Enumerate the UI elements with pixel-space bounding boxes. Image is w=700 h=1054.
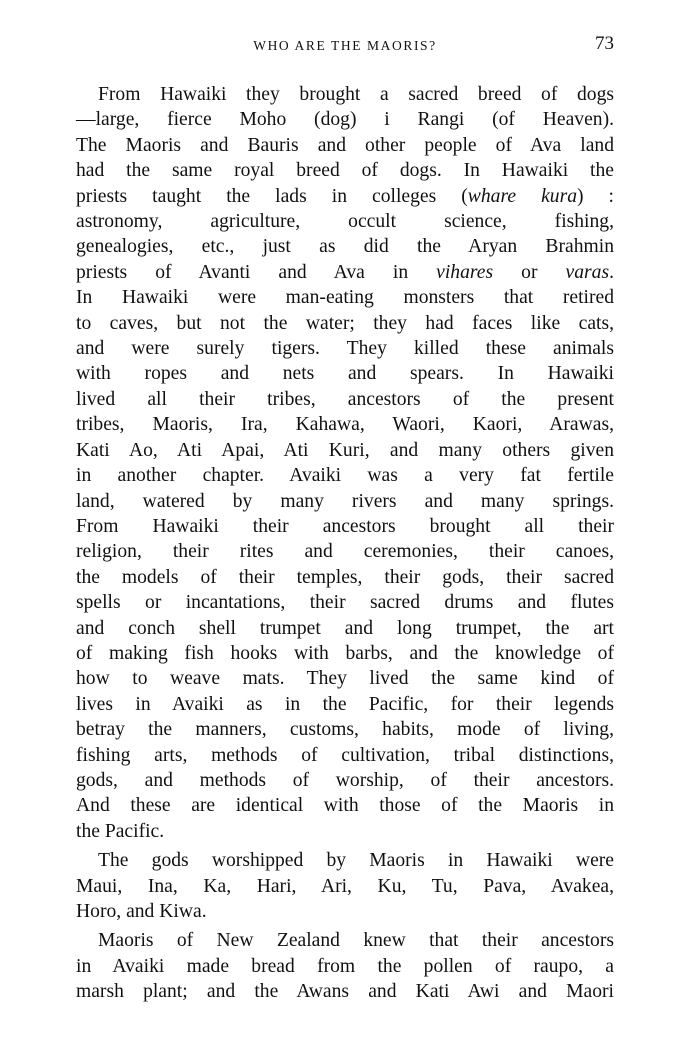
text-run: gods, and methods of worship, of their ancestors. bbox=[76, 769, 614, 791]
text-run: land, watered by many rivers and many springs. bbox=[76, 490, 614, 512]
text-line bbox=[76, 819, 614, 844]
text-line bbox=[76, 717, 614, 742]
text-run: marsh plant; and the Awans and Kati Awi and Maori bbox=[76, 981, 614, 1003]
text-run: fishing arts, methods of cultivation, tribal distinctions, bbox=[76, 744, 614, 766]
text-run: and conch shell trumpet and long trumpet, the art bbox=[76, 617, 614, 639]
text-run: how to weave mats. They lived the same kind of bbox=[76, 668, 614, 690]
text-line bbox=[76, 874, 614, 899]
text-run: and were surely tigers. They killed these animals bbox=[76, 338, 614, 360]
text-run: betray the manners, customs, habits, mode of living, bbox=[76, 719, 614, 741]
text-run: lives in Avaiki as in the Pacific, for their legends bbox=[76, 693, 614, 715]
text-run: had the same royal breed of dogs. In Hawaiki the bbox=[76, 160, 614, 182]
text-run: religion, their rites and ceremonies, their canoes, bbox=[76, 541, 614, 563]
text-run: . bbox=[609, 261, 614, 283]
text-run: genealogies, etc., just as did the Aryan Brahmin bbox=[76, 236, 614, 258]
text-line bbox=[76, 412, 614, 437]
text-line bbox=[76, 133, 614, 158]
text-run: From Hawaiki they brought a sacred breed of dogs bbox=[98, 84, 614, 105]
italic-term: whare kura bbox=[467, 185, 577, 207]
text-line bbox=[76, 361, 614, 386]
text-run: in another chapter. Avaiki was a very fat fertile bbox=[76, 465, 614, 487]
text-line bbox=[76, 641, 614, 666]
italic-term: vihares bbox=[436, 261, 494, 283]
text-line bbox=[76, 928, 614, 953]
text-run: ) : bbox=[577, 185, 614, 207]
text-line bbox=[76, 539, 614, 564]
text-line bbox=[76, 387, 614, 412]
book-page bbox=[76, 30, 614, 1005]
text-run: spells or incantations, their sacred drums and flutes bbox=[76, 592, 614, 614]
text-line bbox=[76, 514, 614, 539]
page-number: 73 bbox=[595, 33, 614, 54]
text-run: In Hawaiki were man-eating monsters that retired bbox=[76, 287, 614, 309]
italic-term: varas bbox=[565, 261, 610, 283]
paragraph bbox=[76, 928, 614, 1004]
text-run: the Pacific. bbox=[76, 820, 165, 842]
text-line bbox=[76, 158, 614, 183]
text-line bbox=[76, 82, 614, 107]
text-line bbox=[76, 954, 614, 979]
text-line bbox=[76, 336, 614, 361]
text-line bbox=[76, 463, 614, 488]
text-run: tribes, Maoris, Ira, Kahawa, Waori, Kaori, Arawas, bbox=[76, 414, 614, 436]
text-line bbox=[76, 489, 614, 514]
running-head bbox=[76, 30, 614, 60]
text-run: or bbox=[493, 261, 566, 283]
text-run: From Hawaiki their ancestors brought all their bbox=[76, 515, 614, 537]
text-run: Kati Ao, Ati Apai, Ati Kuri, and many others given bbox=[76, 439, 614, 461]
text-run: —large, fierce Moho (dog) i Rangi (of Heaven). bbox=[76, 109, 614, 131]
text-run: Maoris of New Zealand knew that their ancestors bbox=[98, 930, 614, 952]
text-line bbox=[76, 184, 614, 209]
text-run: priests of Avanti and Ava in bbox=[76, 261, 437, 283]
text-run: The gods worshipped by Maoris in Hawaiki were bbox=[98, 850, 614, 872]
text-line bbox=[76, 979, 614, 1004]
text-line bbox=[76, 590, 614, 615]
text-line bbox=[76, 616, 614, 641]
text-line bbox=[76, 793, 614, 818]
text-run: priests taught the lads in colleges ( bbox=[76, 185, 468, 207]
text-run: The Maoris and Bauris and other people of Ava land bbox=[76, 134, 614, 156]
text-run: Horo, and Kiwa. bbox=[76, 901, 207, 922]
text-line bbox=[76, 285, 614, 310]
text-run: to caves, but not the water; they had faces like cats, bbox=[76, 312, 614, 334]
text-line bbox=[76, 743, 614, 768]
text-line bbox=[76, 209, 614, 234]
text-line bbox=[76, 666, 614, 691]
text-run: lived all their tribes, ancestors of the present bbox=[76, 388, 614, 410]
text-run: in Avaiki made bread from the pollen of raupo, a bbox=[76, 955, 614, 977]
text-line bbox=[76, 768, 614, 793]
text-line bbox=[76, 848, 614, 873]
text-line bbox=[76, 107, 614, 132]
text-line bbox=[76, 565, 614, 590]
text-run: the models of their temples, their gods, their sacred bbox=[76, 566, 614, 588]
paragraph bbox=[76, 82, 614, 844]
text-line bbox=[76, 438, 614, 463]
text-run: with ropes and nets and spears. In Hawaiki bbox=[76, 363, 614, 385]
text-run: Maui, Ina, Ka, Hari, Ari, Ku, Tu, Pava, Avakea, bbox=[76, 875, 614, 897]
text-run: of making fish hooks with barbs, and the knowledge of bbox=[76, 642, 614, 664]
text-run: astronomy, agriculture, occult science, fishing, bbox=[76, 211, 614, 233]
running-title: WHO ARE THE MAORIS? bbox=[253, 38, 437, 53]
text-line bbox=[76, 692, 614, 717]
text-line bbox=[76, 311, 614, 336]
text-line bbox=[76, 260, 614, 285]
paragraph bbox=[76, 848, 614, 924]
body-text bbox=[76, 82, 614, 1005]
text-run: And these are identical with those of the Maoris in bbox=[76, 795, 614, 817]
text-line bbox=[76, 234, 614, 259]
text-line bbox=[76, 899, 614, 924]
